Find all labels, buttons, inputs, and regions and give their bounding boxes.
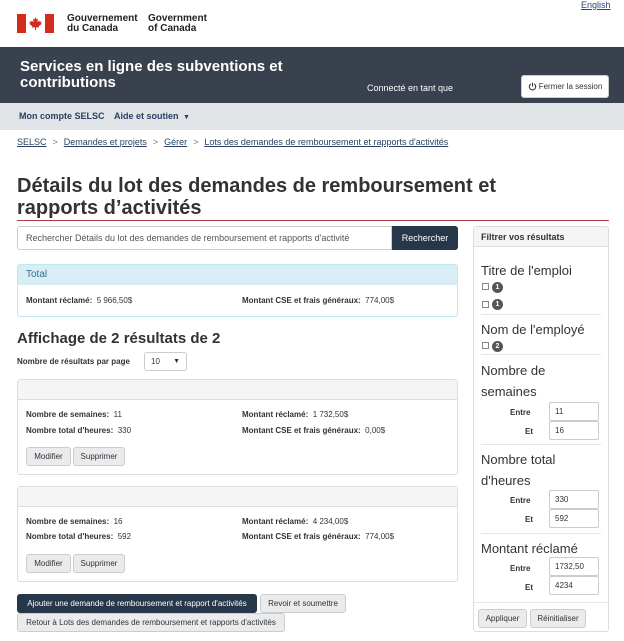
job-title-count-badge: 1 bbox=[492, 299, 503, 310]
claimed-value: 4 234,00$ bbox=[312, 517, 349, 526]
record-card-header bbox=[18, 380, 457, 400]
chevron-down-icon: ▼ bbox=[183, 114, 190, 121]
weeks-label: Nombre de semaines: bbox=[26, 517, 110, 526]
breadcrumb-item-manage[interactable]: Gérer bbox=[164, 137, 188, 147]
filter-divider bbox=[481, 444, 601, 445]
gov-fr-line2: du Canada bbox=[67, 23, 119, 34]
logout-button[interactable] bbox=[521, 75, 609, 98]
reset-filter-button[interactable]: Réinitialiser bbox=[530, 609, 586, 628]
back-to-batches-button[interactable]: Retour à Lots des demandes de remboursement et rapports d'activités bbox=[17, 613, 285, 632]
total-cse bbox=[242, 296, 394, 305]
claimed-to-label: Et bbox=[525, 583, 533, 592]
employee-checkbox[interactable] bbox=[482, 342, 489, 349]
filter-job-title-heading: Titre de l'emploi bbox=[481, 263, 572, 278]
filter-claimed-heading: Montant réclamé bbox=[481, 541, 578, 556]
app-title: Services en ligne des subventions et contributions bbox=[20, 58, 283, 91]
filter-divider bbox=[481, 533, 601, 534]
hours-from-label: Entre bbox=[510, 496, 531, 505]
hours-label: Nombre total d'heures: bbox=[26, 426, 114, 435]
record-hours bbox=[26, 426, 131, 435]
weeks-value: 11 bbox=[113, 410, 122, 419]
connected-as-label: Connecté en tant que bbox=[367, 83, 454, 93]
filter-divider bbox=[481, 354, 601, 355]
edit-button[interactable]: Modifier bbox=[26, 554, 71, 573]
apply-filter-button[interactable]: Appliquer bbox=[478, 609, 527, 628]
add-claim-button[interactable]: Ajouter une demande de remboursement et rapport d'activités bbox=[17, 594, 257, 613]
menu-help-label: Aide et soutien bbox=[114, 111, 179, 121]
breadcrumb-item-batches[interactable]: Lots des demandes de remboursement et rapports d'activités bbox=[204, 137, 449, 147]
breadcrumb-separator-icon: > bbox=[193, 137, 199, 147]
claimed-from-label: Entre bbox=[510, 564, 531, 573]
per-page-label: Nombre de résultats par page bbox=[17, 357, 130, 366]
hours-value: 592 bbox=[117, 532, 132, 541]
filter-hours-heading: Nombre total d'heures bbox=[481, 452, 556, 488]
filter-divider bbox=[481, 314, 601, 315]
delete-button[interactable]: Supprimer bbox=[73, 554, 125, 573]
weeks-from-label: Entre bbox=[510, 408, 531, 417]
cse-label: Montant CSE et frais généraux: bbox=[242, 532, 361, 541]
job-title-checkbox[interactable] bbox=[482, 301, 489, 308]
claimed-to-input[interactable]: 4234 bbox=[549, 576, 599, 595]
record-claimed bbox=[242, 517, 348, 526]
filter-weeks-heading: Nombre de semaines bbox=[481, 363, 546, 399]
total-cse-label: Montant CSE et frais généraux: bbox=[242, 296, 361, 305]
cse-label: Montant CSE et frais généraux: bbox=[242, 426, 361, 435]
delete-button[interactable]: Supprimer bbox=[73, 447, 125, 466]
government-wordmark-en bbox=[148, 14, 207, 34]
hours-from-input[interactable]: 330 bbox=[549, 490, 599, 509]
page-title: Détails du lot des demandes de remboursement et rapports d’activités bbox=[17, 175, 497, 219]
gov-en-line2: of Canada bbox=[148, 23, 197, 34]
language-toggle-link[interactable]: English bbox=[581, 0, 611, 10]
per-page-select[interactable] bbox=[144, 352, 187, 371]
edit-button[interactable]: Modifier bbox=[26, 447, 71, 466]
logout-label: Fermer la session bbox=[538, 82, 603, 91]
menu-help-support[interactable] bbox=[114, 103, 190, 130]
breadcrumb-separator-icon: > bbox=[152, 137, 159, 147]
hours-to-input[interactable]: 592 bbox=[549, 509, 599, 528]
title-divider bbox=[17, 220, 609, 221]
weeks-from-input[interactable]: 11 bbox=[549, 402, 599, 421]
record-weeks bbox=[26, 517, 123, 526]
employee-count-badge: 2 bbox=[492, 341, 503, 352]
total-heading: Total bbox=[18, 265, 457, 285]
cse-value: 0,00$ bbox=[365, 426, 386, 435]
hours-to-label: Et bbox=[525, 515, 533, 524]
job-title-checkbox[interactable] bbox=[482, 283, 489, 290]
search-input[interactable]: Rechercher Détails du lot des demandes de remboursement et rapports d'activité bbox=[17, 226, 392, 250]
record-card-header bbox=[18, 487, 457, 507]
search-button[interactable]: Rechercher bbox=[392, 226, 458, 250]
record-weeks bbox=[26, 410, 122, 419]
weeks-value: 16 bbox=[113, 517, 123, 526]
weeks-to-label: Et bbox=[525, 427, 533, 436]
cse-value: 774,00$ bbox=[365, 532, 395, 541]
breadcrumb-item-requests[interactable]: Demandes et projets bbox=[63, 137, 147, 147]
total-claimed-value: 5 966,50$ bbox=[96, 296, 133, 305]
breadcrumb bbox=[17, 137, 448, 147]
filter-employee-heading: Nom de l'employé bbox=[481, 322, 585, 337]
job-title-count-badge: 1 bbox=[492, 282, 503, 293]
claimed-value: 1 732,50$ bbox=[312, 410, 349, 419]
weeks-label: Nombre de semaines: bbox=[26, 410, 110, 419]
breadcrumb-separator-icon: > bbox=[52, 137, 58, 147]
record-claimed bbox=[242, 410, 348, 419]
claimed-label: Montant réclamé: bbox=[242, 410, 309, 419]
chevron-down-icon: ▼ bbox=[173, 358, 180, 365]
total-claimed-label: Montant réclamé: bbox=[26, 296, 93, 305]
weeks-to-input[interactable]: 16 bbox=[549, 421, 599, 440]
record-cse bbox=[242, 426, 385, 435]
canada-flag-icon bbox=[17, 14, 54, 33]
record-hours bbox=[26, 532, 131, 541]
filter-heading: Filtrer vos résultats bbox=[474, 227, 608, 247]
results-heading: Affichage de 2 résultats de 2 bbox=[17, 330, 221, 347]
per-page-value: 10 bbox=[151, 357, 160, 366]
record-cse bbox=[242, 532, 394, 541]
gov-fr-line1: Gouvernement bbox=[67, 13, 138, 24]
review-submit-button[interactable]: Revoir et soumettre bbox=[260, 594, 346, 613]
claimed-from-input[interactable]: 1732,50 bbox=[549, 557, 599, 576]
menu-my-account[interactable]: Mon compte SELSC bbox=[19, 111, 105, 121]
claimed-label: Montant réclamé: bbox=[242, 517, 309, 526]
power-icon bbox=[528, 82, 537, 91]
government-wordmark-fr bbox=[67, 14, 138, 34]
hours-value: 330 bbox=[117, 426, 132, 435]
total-cse-value: 774,00$ bbox=[365, 296, 395, 305]
breadcrumb-item-selsc[interactable]: SELSC bbox=[17, 137, 47, 147]
hours-label: Nombre total d'heures: bbox=[26, 532, 114, 541]
total-claimed bbox=[26, 296, 132, 305]
gov-en-line1: Government bbox=[148, 13, 207, 24]
filter-divider bbox=[474, 602, 608, 603]
